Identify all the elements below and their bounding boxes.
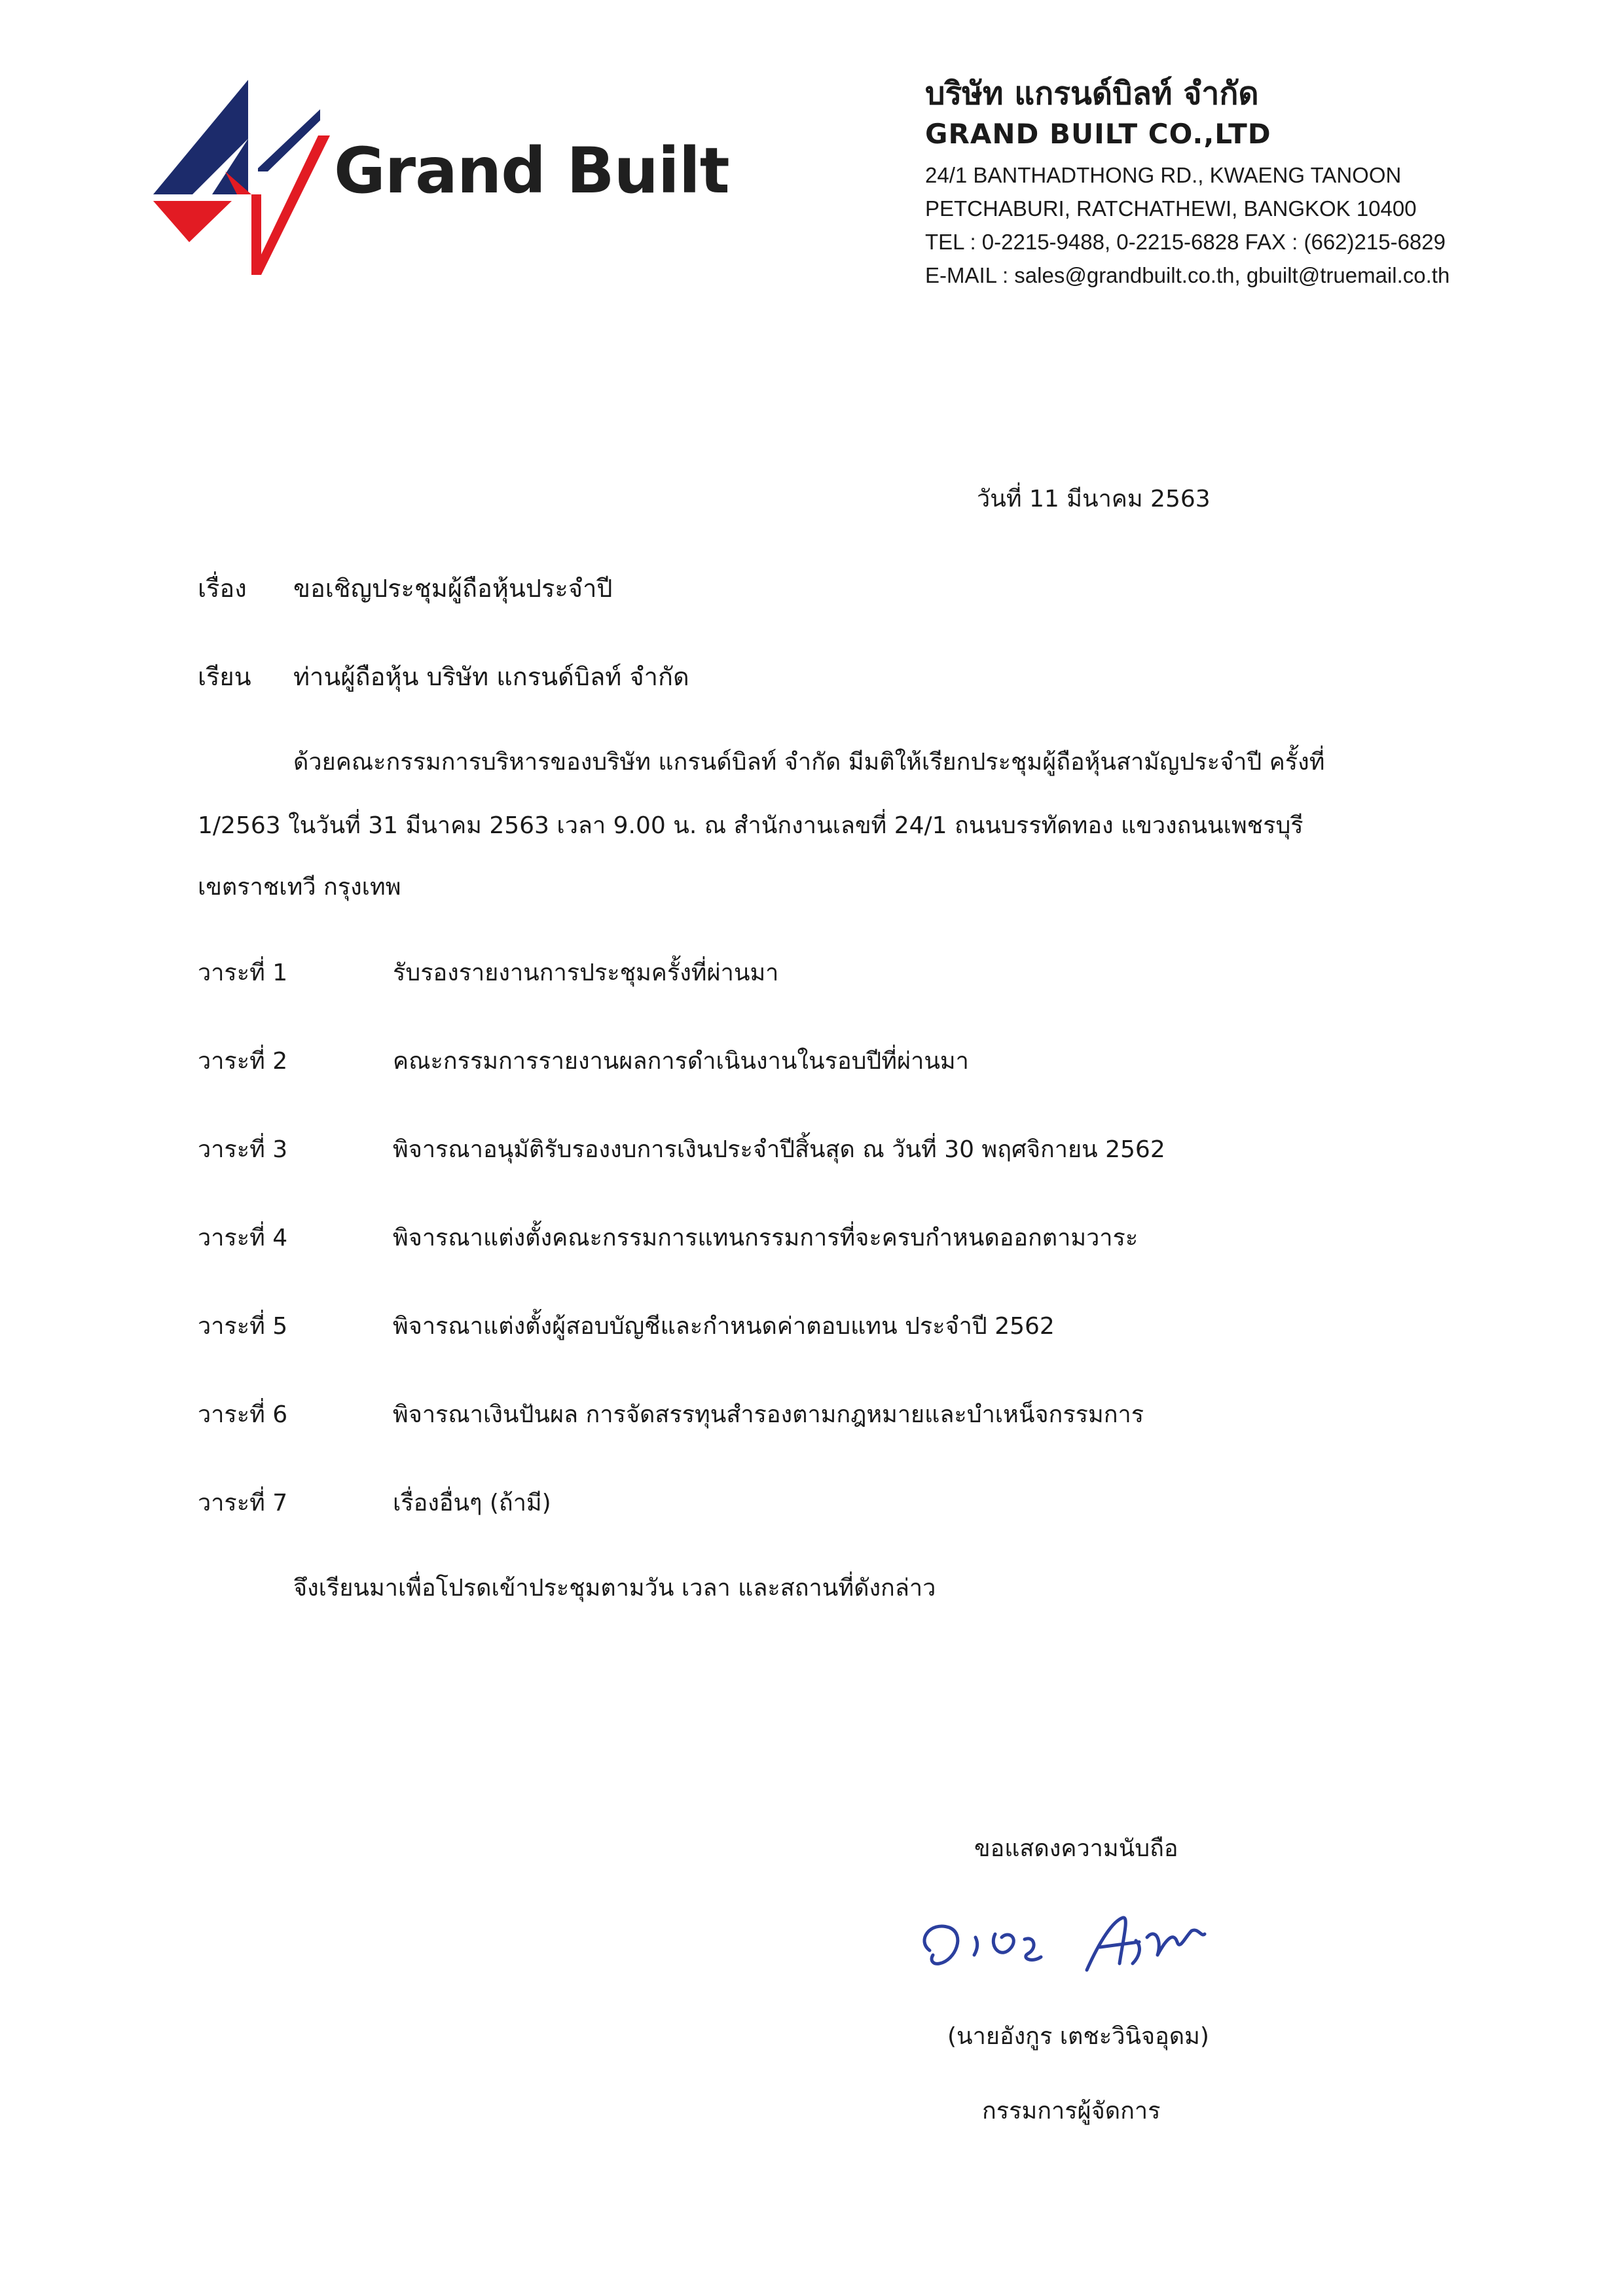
agenda-item: พิจารณาแต่งตั้งผู้สอบบัญชีและกำหนดค่าตอบแทน ประจำปี 2562 [393, 1313, 1055, 1340]
signer-title: กรรมการผู้จัดการ [982, 2098, 1161, 2125]
regards-text: ขอแสดงความนับถือ [974, 1835, 1178, 1862]
subject-label: เรื่อง [198, 574, 247, 603]
agenda-item: พิจารณาแต่งตั้งคณะกรรมการแทนกรรมการที่จะครบกำหนดออกตามวาระ [393, 1225, 1139, 1251]
signature-icon [903, 1901, 1296, 1993]
agenda-number: วาระที่ 6 [198, 1401, 288, 1428]
paragraph-line: ด้วยคณะกรรมการบริหารของบริษัท แกรนด์บิลท์ จำกัด มีมติให้เรียกประชุมผู้ถือหุ้นสามัญประจำปี ครั้งที่ [293, 749, 1325, 776]
agenda-number: วาระที่ 4 [198, 1225, 288, 1251]
agenda-number: วาระที่ 7 [198, 1490, 288, 1516]
contact-phone-fax: TEL : 0-2215-9488, 0-2215-6828 FAX : (662)215-6829 [925, 230, 1446, 254]
letter-date: วันที่ 11 มีนาคม 2563 [977, 486, 1211, 512]
recipient-text: ท่านผู้ถือหุ้น บริษัท แกรนด์บิลท์ จำกัด [293, 662, 689, 691]
agenda-item: พิจารณาเงินปันผล การจัดสรรทุนสำรองตามกฎหมายและบำเหน็จกรรมการ [393, 1401, 1144, 1428]
agenda-item: รับรองรายงานการประชุมครั้งที่ผ่านมา [393, 960, 779, 986]
company-name-en: GRAND BUILT CO.,LTD [925, 118, 1271, 150]
agenda-number: วาระที่ 5 [198, 1313, 288, 1340]
agenda-number: วาระที่ 1 [198, 960, 288, 986]
logo-text: Grand Built [334, 134, 729, 207]
address-line: 24/1 BANTHADTHONG RD., KWAENG TANOON [925, 163, 1402, 187]
company-info [925, 72, 1450, 292]
agenda-item: พิจารณาอนุมัติรับรองงบการเงินประจำปีสิ้นสุด ณ วันที่ 30 พฤศจิกายน 2562 [393, 1136, 1165, 1163]
agenda-number: วาระที่ 3 [198, 1136, 288, 1163]
company-name-th: บริษัท แกรนด์บิลท์ จำกัด [925, 75, 1259, 112]
subject-text: ขอเชิญประชุมผู้ถือหุ้นประจำปี [293, 574, 613, 603]
signer-name: (นายอังกูร เตชะวินิจอุดม) [947, 2023, 1209, 2050]
closing-line: จึงเรียนมาเพื่อโปรดเข้าประชุมตามวัน เวลา และสถานที่ดังกล่าว [293, 1575, 936, 1602]
address-line: PETCHABURI, RATCHATHEWI, BANGKOK 10400 [925, 196, 1417, 221]
agenda-number: วาระที่ 2 [198, 1048, 288, 1075]
agenda-item: คณะกรรมการรายงานผลการดำเนินงานในรอบปีที่ผ่านมา [393, 1048, 969, 1075]
signature [903, 1901, 1296, 1993]
agenda-item: เรื่องอื่นๆ (ถ้ามี) [393, 1490, 551, 1516]
paragraph-line: 1/2563 ในวันที่ 31 มีนาคม 2563 เวลา 9.00 น. ณ สำนักงานเลขที่ 24/1 ถนนบรรทัดทอง แขวงถนนเพชรบุรี [198, 812, 1304, 839]
paragraph-line: เขตราชเทวี กรุงเทพ [198, 874, 401, 901]
contact-email: E-MAIL : sales@grandbuilt.co.th, gbuilt@truemail.co.th [925, 263, 1450, 287]
recipient-label: เรียน [198, 662, 251, 691]
